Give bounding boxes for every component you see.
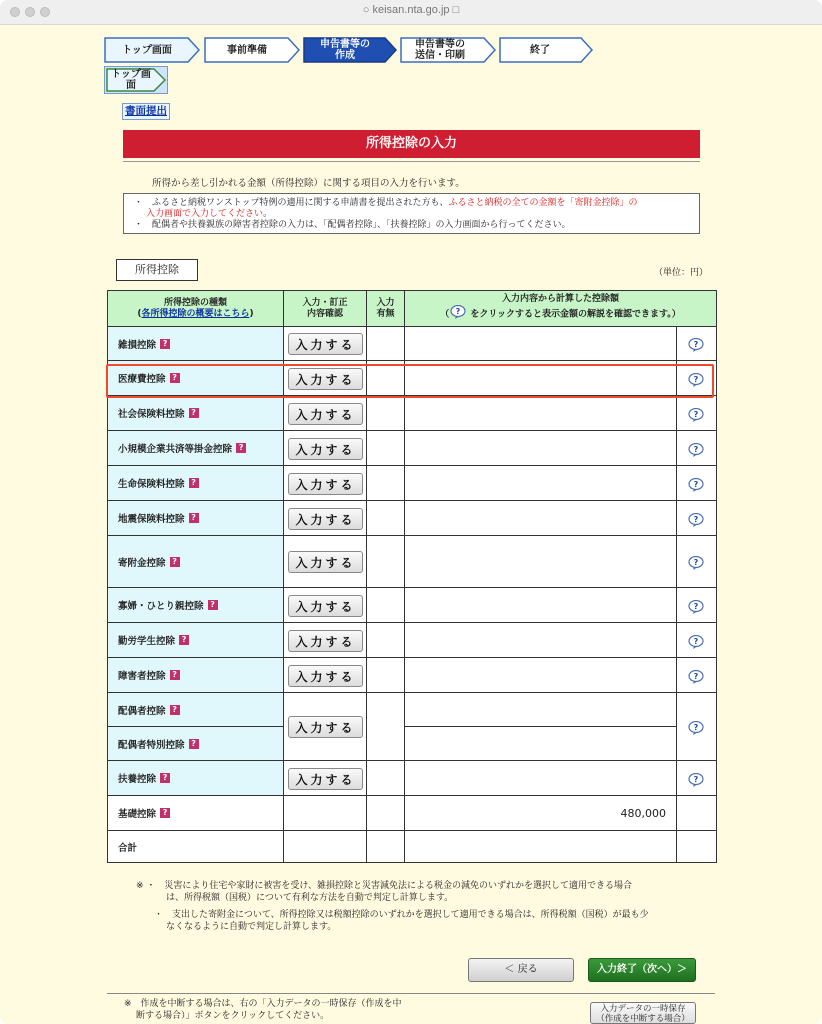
explain-help-icon[interactable] [688, 634, 704, 648]
explain-help-icon[interactable] [688, 337, 704, 351]
step-send-label: 申告書等の 送信・印刷 [415, 39, 465, 61]
input-button[interactable]: 入力する [288, 403, 363, 425]
input-status-cell [367, 658, 405, 693]
amount-cell [405, 431, 677, 466]
title-divider [123, 161, 700, 162]
svg-text:?: ? [693, 444, 699, 454]
input-status-cell [367, 588, 405, 623]
input-cell [284, 796, 367, 831]
explain-cell [677, 831, 716, 862]
deduction-label-cell [108, 536, 284, 588]
deduction-label-cell [108, 588, 284, 623]
input-status-cell [367, 466, 405, 501]
input-cell [284, 831, 367, 862]
step-create-label: 申告書等の 作成 [320, 39, 370, 61]
deduction-name: 寄附金控除 [118, 557, 166, 569]
page-title: 所得控除の入力 [123, 130, 700, 158]
question-help-icon[interactable]: ? [189, 513, 199, 523]
deduction-label-cell [108, 501, 284, 536]
input-status-cell [367, 501, 405, 536]
header-type [108, 291, 284, 327]
explain-cell [677, 588, 716, 623]
deduction-name: 雑損控除 [118, 339, 157, 351]
input-button[interactable]: 入力する [288, 473, 363, 495]
question-help-icon[interactable]: ? [160, 339, 170, 349]
deduction-name: 生命保険料控除 [118, 479, 185, 490]
explain-cell [677, 396, 716, 431]
question-help-icon[interactable]: ? [160, 773, 170, 783]
header-amount-sub: （ ? をクリックすると表示金額の解説を確認できます。） [440, 305, 681, 323]
address-bar[interactable] [0, 4, 822, 16]
explain-cell [677, 431, 716, 466]
deduction-name: 寡婦・ひとり親控除 [118, 601, 204, 612]
deduction-label-cell [108, 693, 284, 727]
input-button[interactable]: 入力する [288, 665, 363, 687]
header-type-label: 所得控除の種類 [163, 297, 227, 308]
input-cell [284, 466, 367, 501]
input-status-cell [367, 796, 405, 831]
amount-cell [405, 466, 677, 501]
question-help-icon[interactable]: ? [189, 408, 199, 418]
input-status-cell [367, 831, 405, 862]
footnote-2 [154, 909, 699, 933]
explain-cell [677, 501, 716, 536]
svg-text:?: ? [693, 774, 699, 784]
amount-cell [405, 536, 677, 588]
input-cell [284, 396, 367, 431]
deduction-name: 配偶者控除 [118, 705, 166, 717]
svg-text:?: ? [693, 671, 699, 681]
explain-help-icon[interactable] [688, 599, 704, 613]
header-has-input: 入力 有無 [367, 291, 405, 327]
deduction-label-cell [108, 658, 284, 693]
input-status-cell [367, 623, 405, 658]
input-status-cell [367, 327, 405, 361]
intro-text: 所得から差し引かれる金額（所得控除）に関する項目の入力を行います。 [152, 178, 465, 189]
svg-text:?: ? [693, 514, 699, 524]
header-help-icon [450, 305, 466, 323]
deduction-label-cell [108, 796, 284, 831]
deduction-label-cell [108, 727, 284, 761]
question-help-icon[interactable]: ? [189, 739, 199, 749]
notice-red-2: 入力画面で入力してください [146, 209, 264, 219]
explain-cell [677, 693, 716, 761]
explain-cell [677, 327, 716, 361]
notice-line-3: ・ 配偶者や扶養親族の障害者控除の入力は、「配偶者控除」、「扶養控除」の入力画面から行ってください。 [134, 220, 571, 230]
amount-cell [405, 658, 677, 693]
deduction-name: 医療費控除 [118, 374, 166, 385]
input-button[interactable]: 入力する [288, 438, 363, 460]
explain-help-icon[interactable] [688, 555, 704, 569]
input-button[interactable]: 入力する [288, 368, 363, 390]
deduction-label-cell [108, 431, 284, 466]
explain-cell [677, 761, 716, 796]
notice-text-2: 。 [263, 209, 273, 219]
deduction-name: 地震保険料控除 [118, 514, 185, 525]
input-cell [284, 588, 367, 623]
page-content [0, 25, 822, 1024]
step-send-print [400, 37, 496, 63]
url-text: keisan.nta.go.jp [372, 4, 450, 16]
step-top[interactable] [104, 37, 200, 63]
input-button[interactable]: 入力する [288, 716, 363, 738]
question-help-icon[interactable]: ? [208, 600, 218, 610]
input-cell [284, 658, 367, 693]
header-input: 入力・訂正 内容確認 [284, 291, 367, 327]
svg-text:?: ? [693, 340, 699, 349]
amount-cell [405, 588, 677, 623]
footnote-2b: なくなるように自動で判定し計算します。 [166, 922, 337, 932]
top-page-button-label: トップ画 面 [111, 69, 151, 91]
question-help-icon[interactable]: ? [189, 478, 199, 488]
footnote-2a: ・ 支出した寄附金について、所得控除又は税額控除のいずれかを選択して適用できる場合は、所得税額（国税）が最も少 [154, 910, 649, 920]
explain-cell [677, 466, 716, 501]
svg-text:?: ? [693, 374, 699, 384]
amount-cell [405, 761, 677, 796]
explain-cell [677, 658, 716, 693]
top-page-button[interactable] [104, 66, 168, 94]
amount-cell [405, 623, 677, 658]
footnote-1 [136, 880, 696, 904]
header-amount-label: 入力内容から計算した控除額 [501, 294, 619, 304]
input-cell [284, 761, 367, 796]
svg-text:?: ? [455, 307, 461, 316]
notice-text-1: ・ ふるさと納税ワンストップ特例の適用に関する申請書を提出された方も、 [134, 198, 449, 208]
input-cell [284, 327, 367, 361]
deduction-name: 社会保険料控除 [118, 409, 185, 420]
input-status-cell [367, 693, 405, 761]
suspend-note-b: 断する場合）」ボタンをクリックしてください。 [136, 1011, 330, 1021]
back-button[interactable]: ＜ 戻る [468, 958, 574, 982]
question-help-icon[interactable]: ? [170, 670, 180, 680]
input-status-cell [367, 431, 405, 466]
unit-label: （単位：円） [654, 268, 709, 278]
input-cell [284, 693, 367, 761]
explain-help-icon[interactable] [688, 477, 704, 491]
bottom-divider [107, 993, 715, 994]
explain-cell [677, 536, 716, 588]
deduction-label-cell [108, 831, 284, 862]
question-help-icon[interactable]: ? [170, 705, 180, 715]
input-cell [284, 431, 367, 466]
notice-box [123, 193, 700, 234]
explain-cell [677, 796, 716, 831]
footnote-1b: は、所得税額（国税）について有利な方法を自動で判定し計算します。 [166, 893, 454, 903]
step-preparation[interactable] [204, 37, 300, 63]
step-preparation-label: 事前準備 [227, 44, 267, 56]
suspend-note-a: ※ 作成を中断する場合は、右の「入力データの一時保存（作成を中 [124, 999, 402, 1009]
input-cell [284, 536, 367, 588]
step-finish-label: 終了 [530, 44, 550, 56]
explain-help-icon[interactable] [688, 772, 704, 786]
amount-cell [405, 501, 677, 536]
explain-help-icon[interactable] [688, 669, 704, 683]
input-cell [284, 623, 367, 658]
step-top-label: トップ画面 [122, 44, 172, 56]
svg-text:?: ? [693, 409, 699, 419]
explain-help-icon[interactable] [688, 512, 704, 526]
lock-icon: □ [452, 4, 460, 16]
finish-input-next-button[interactable]: 入力終了（次へ）＞ [588, 958, 696, 982]
highlight-medical-row [106, 364, 714, 398]
svg-text:?: ? [693, 723, 699, 732]
step-finish [499, 37, 593, 63]
deduction-label-cell [108, 466, 284, 501]
deduction-label-cell [108, 396, 284, 431]
deduction-name: 扶養控除 [118, 774, 157, 785]
amount-cell [405, 396, 677, 431]
question-help-icon[interactable]: ? [179, 635, 189, 645]
question-help-icon[interactable]: ? [170, 373, 180, 383]
notice-red-1: ふるさと納税の全ての金額を「寄附金控除」の [448, 198, 638, 208]
temporary-save-button[interactable]: 入力データの一時保存 （作成を中断する場合） [590, 1002, 696, 1024]
amount-cell: 480,000 [405, 796, 677, 831]
amount-cell [405, 693, 677, 727]
question-help-icon[interactable]: ? [160, 808, 170, 818]
header-type-link-wrap: (各所得控除の概要はこちら) [137, 308, 254, 319]
explain-help-icon[interactable] [688, 442, 704, 456]
amount-cell [405, 831, 677, 862]
globe-icon: ○ [362, 4, 370, 16]
input-status-cell [367, 761, 405, 796]
input-status-cell [367, 396, 405, 431]
amount-cell [405, 727, 677, 761]
explain-cell [677, 623, 716, 658]
deduction-name: 合計 [118, 842, 138, 854]
deduction-label-cell [108, 327, 284, 361]
input-cell [284, 501, 367, 536]
svg-text:?: ? [693, 601, 699, 611]
svg-text:?: ? [693, 636, 699, 646]
input-button[interactable]: 入力する [288, 595, 363, 617]
deduction-overview-link[interactable]: 各所得控除の概要はこちら [141, 308, 250, 319]
footnote-1a: ※ ・ 災害により住宅や家財に被害を受け、雑損控除と災害減免法による税金の減免のいずれかを選択して適用できる場合 [136, 881, 633, 891]
deduction-name: 基礎控除 [118, 809, 157, 820]
title-bar [0, 0, 822, 25]
deduction-name: 配偶者特別控除 [118, 739, 185, 751]
amount-cell [405, 327, 677, 361]
explain-help-icon[interactable] [688, 407, 704, 421]
step-create-current [303, 37, 397, 63]
paper-submission-link[interactable]: 書面提出 [122, 103, 170, 120]
deduction-name: 勤労学生控除 [118, 636, 176, 647]
deduction-name: 障害者控除 [118, 671, 166, 682]
svg-text:?: ? [693, 558, 699, 567]
explain-help-icon[interactable] [688, 720, 704, 734]
input-button[interactable]: 入力する [288, 768, 363, 790]
svg-text:?: ? [693, 479, 699, 489]
input-status-cell [367, 536, 405, 588]
header-amount [405, 291, 716, 327]
section-tab-deductions: 所得控除 [116, 259, 198, 281]
question-help-icon[interactable]: ? [236, 443, 246, 453]
input-button[interactable]: 入力する [288, 508, 363, 530]
suspend-note [124, 998, 464, 1022]
input-button[interactable]: 入力する [288, 630, 363, 652]
input-button[interactable]: 入力する [288, 551, 363, 573]
deduction-name: 小規模企業共済等掛金控除 [118, 444, 233, 455]
question-help-icon[interactable]: ? [170, 557, 180, 567]
input-button[interactable]: 入力する [288, 333, 363, 355]
deduction-label-cell [108, 761, 284, 796]
deduction-label-cell [108, 623, 284, 658]
